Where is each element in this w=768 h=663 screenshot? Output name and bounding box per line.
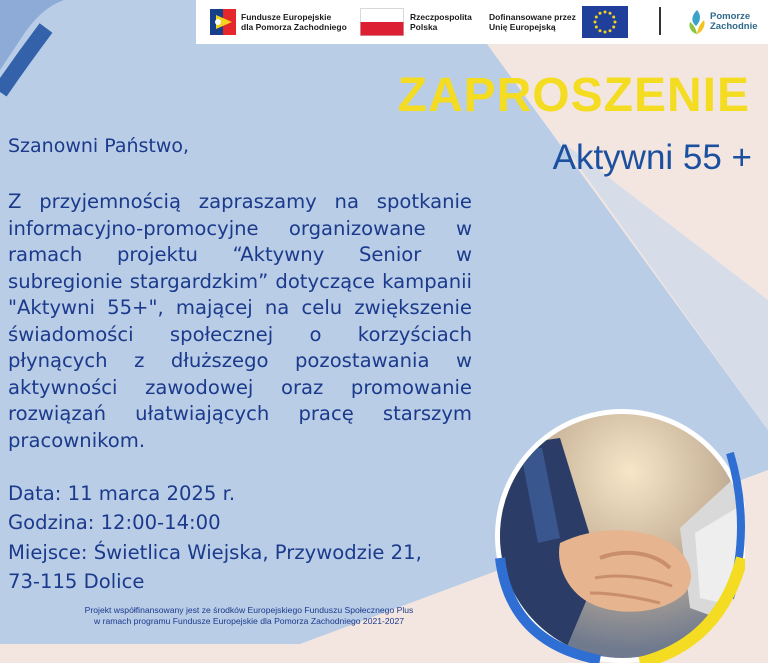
- pz-logo: [686, 0, 758, 44]
- rp-logo: [360, 0, 472, 44]
- event-postal-code: 73-115 Dolice: [8, 569, 145, 593]
- event-time: Godzina: 12:00-14:00: [8, 511, 221, 535]
- handshake-photo: [490, 408, 745, 663]
- fe-logo-label: Fundusze Europejskie dla Pomorza Zachodniego: [241, 12, 347, 32]
- invitation-body: Z przyjemnością zapraszamy na spotkanie informacyjno-promocyjne organizowane w ramach projektu “Aktywny Senior w subregionie stargardzkim” dotyczące kampanii "Aktywni 55+", mającej na celu zwiększenie świadomości społecznej o korzyściach płynących z dłuższego pozostawania w aktywności zawodowej oraz promowanie rozwiązań ułatwiających pracę starszym pracownikom.: [8, 190, 472, 452]
- funding-footnote: [0, 605, 498, 627]
- event-date: Data: 11 marca 2025 r.: [8, 482, 236, 505]
- rp-logo-label: Rzeczpospolita Polska: [410, 12, 472, 32]
- poland-flag-icon: [360, 8, 404, 36]
- ue-logo-label: Dofinansowane przez Unię Europejską: [489, 12, 576, 32]
- campaign-subtitle: Aktywni 55 +: [552, 138, 752, 177]
- fe-logo-icon: [210, 7, 236, 37]
- invitation-title: ZAPROSZENIE: [397, 69, 750, 122]
- pomorze-zachodnie-logo-icon: [686, 8, 708, 36]
- logo-divider: [659, 7, 661, 35]
- greeting: Szanowni Państwo,: [8, 135, 190, 157]
- event-place: Miejsce: Świetlica Wiejska, Przywodzie 21,: [8, 540, 422, 564]
- event-details: [8, 479, 422, 596]
- footnote-line-2: w ramach programu Fundusze Europejskie dla Pomorza Zachodniego 2021-2027: [93, 616, 405, 626]
- footnote-line-1: Projekt współfinansowany jest ze środków Europejskiego Funduszu Społecznego Plus: [84, 605, 414, 615]
- ue-logo: [489, 0, 628, 44]
- fe-logo: [210, 0, 347, 44]
- eu-flag-icon: [582, 6, 628, 38]
- pz-logo-label: Pomorze Zachodnie: [710, 11, 758, 32]
